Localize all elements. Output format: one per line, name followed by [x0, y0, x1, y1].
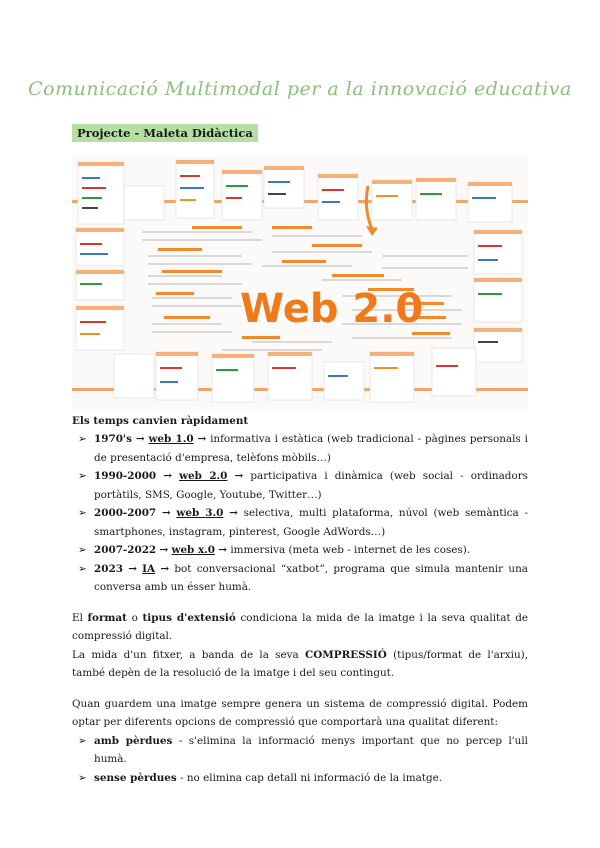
arrow-icon: →	[128, 562, 137, 575]
timeline-term: web 2.0	[179, 470, 228, 482]
term-compression: COMPRESSIÓ	[304, 648, 387, 661]
term-format: format	[87, 611, 127, 624]
arrow-icon: →	[135, 433, 145, 445]
paragraph-format	[72, 609, 528, 646]
compression-term: sense pèrdues	[94, 771, 177, 784]
bullet-icon: ➢	[78, 771, 87, 784]
page-title: Comunicació Multimodal per a la innovació educativa	[28, 78, 572, 100]
bullet-icon: ➢	[78, 507, 87, 519]
timeline-term: IA	[142, 562, 156, 575]
timeline-item	[72, 560, 528, 597]
compression-item	[72, 732, 528, 769]
paragraph-size	[72, 646, 528, 683]
timeline-item	[72, 541, 528, 560]
timeline-term: web 1.0	[148, 433, 194, 445]
timeline-item	[72, 467, 528, 504]
timeline-period: 1990-2000	[94, 470, 157, 482]
arrow-icon: →	[161, 507, 171, 519]
text-run: (tipus/format de l'arxiu), també depèn de la resolució de la imatge i del seu contingut.	[72, 648, 528, 679]
timeline-desc: selectiva, multi plataforma, núvol (web semàntica - smartphones, instagram, pinterest, Google AdWords…)	[94, 507, 528, 538]
timeline-desc: bot conversacional “xatbot”, programa que simula mantenir una conversa amb un ésser humà.	[94, 562, 528, 593]
content	[72, 412, 528, 787]
arrow-head-icon	[366, 226, 378, 236]
text-run: condiciona la mida de la imatge i la seva qualitat de compressió digital.	[72, 611, 529, 642]
changes-heading: Els temps canvien ràpidament	[72, 415, 249, 427]
timeline-desc: immersiva (meta web - internet de les coses).	[230, 544, 471, 556]
arrow-icon: →	[160, 562, 170, 575]
arrow-icon: →	[234, 470, 244, 482]
bullet-icon: ➢	[78, 470, 87, 482]
arrow-icon: →	[159, 544, 169, 556]
compression-item	[72, 769, 528, 788]
text-run: El	[72, 611, 88, 624]
term-extension: tipus d'extensió	[142, 611, 236, 624]
arrow-icon: →	[218, 544, 228, 556]
timeline-desc: participativa i dinàmica (web social - ordinadors portàtils, SMS, Google, Youtube, Twitter…)	[94, 470, 529, 501]
timeline-period: 2000-2007	[94, 507, 157, 519]
bullet-icon: ➢	[78, 562, 87, 575]
timeline-item	[72, 504, 528, 541]
text-run: La mida d'un fitxer, a banda de la seva	[72, 648, 305, 661]
timeline-period: 1970's	[94, 433, 132, 445]
bullet-icon: ➢	[78, 734, 87, 747]
bullet-icon: ➢	[78, 433, 87, 445]
section-heading: Projecte - Maleta Didàctica	[72, 124, 258, 142]
arrow-icon: →	[197, 433, 207, 445]
bottom-cards	[156, 352, 414, 402]
paragraph-compression: Quan guardem una imatge sempre genera un sistema de compressió digital. Podem optar per diferents opcions de compressió que comportarà una qualitat diferent:	[72, 697, 528, 728]
timeline-desc: informativa i estàtica (web tradicional - pàgines personals i de presentació d'empresa, telèfons mòbils…)	[94, 433, 528, 464]
timeline-term: web x.0	[171, 544, 215, 556]
timeline-item	[72, 430, 528, 467]
timeline-period: 2007-2022	[94, 544, 157, 556]
arrow-icon	[366, 186, 372, 230]
compression-desc: - no elimina cap detall ni informació de la imatge.	[176, 771, 443, 784]
right-cards	[432, 230, 522, 396]
compression-term: amb pèrdues	[94, 734, 173, 747]
timeline-term: web 3.0	[176, 507, 224, 519]
timeline-list	[72, 430, 528, 597]
text-run: o	[126, 611, 143, 624]
timeline-period: 2023	[94, 562, 123, 575]
web20-infographic	[72, 156, 528, 410]
arrow-icon: →	[229, 507, 238, 519]
arrow-icon: →	[163, 470, 172, 482]
compression-list	[72, 732, 528, 788]
infographic-svg	[72, 156, 528, 410]
compression-desc: - s'elimina la informació menys important que no percep l'ull humà.	[94, 734, 528, 765]
bullet-icon: ➢	[78, 544, 87, 556]
web20-logo: Web 2.0	[240, 286, 424, 332]
